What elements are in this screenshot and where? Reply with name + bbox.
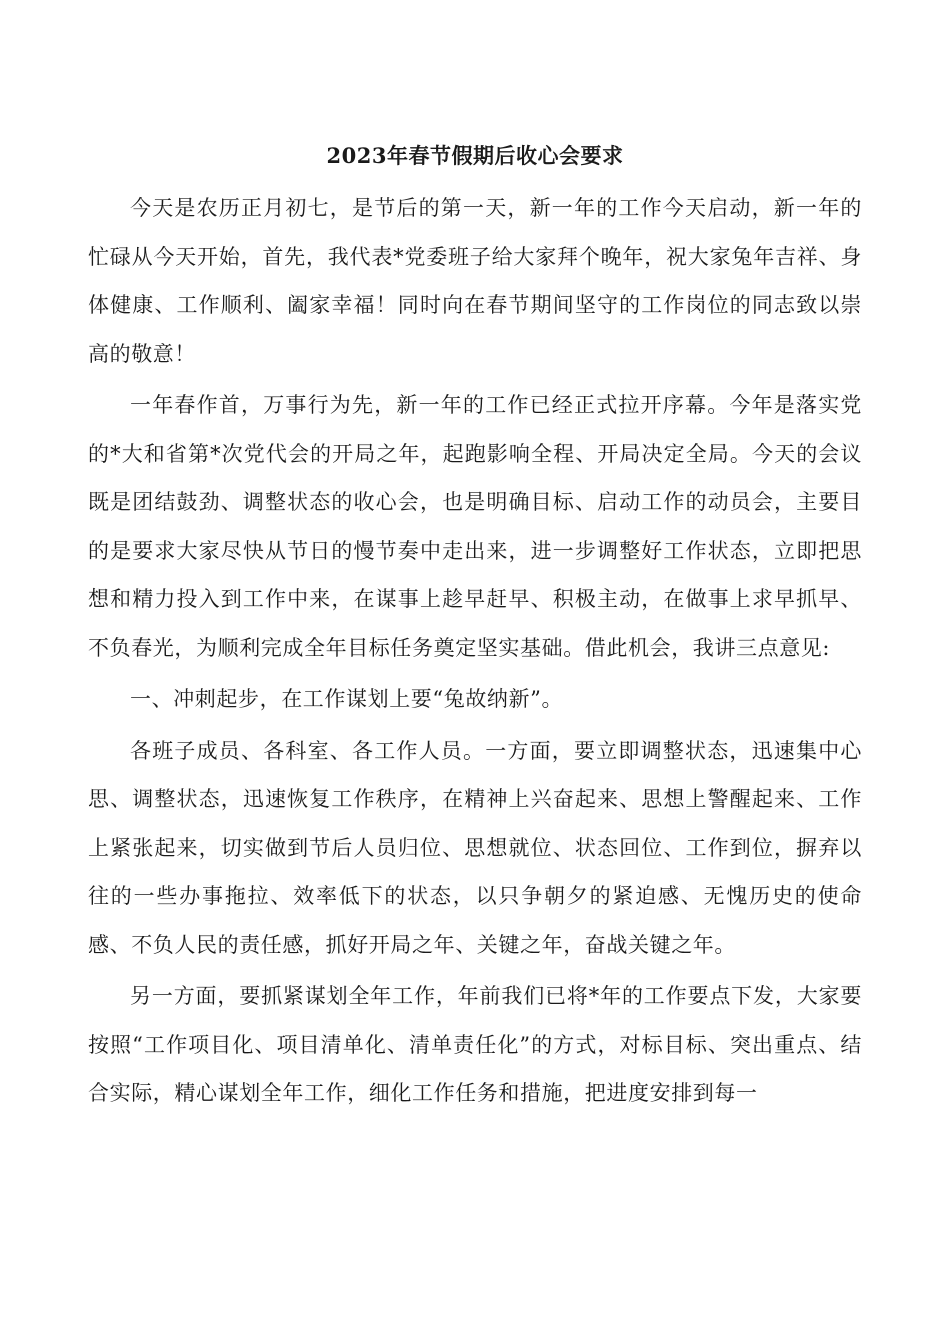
document-title: 2023年春节假期后收心会要求 bbox=[326, 143, 624, 168]
paragraph-second-aspect: 另一方面，要抓紧谋划全年工作，年前我们已将*年的工作要点下发，大家要按照“工作项目化、项目清单化、清单责任化”的方式，对标目标、突出重点、结合实际，精心谋划全年工作，细化工作任务和措施，把进度安排到每一 bbox=[88, 984, 862, 1105]
paragraph-greeting: 今天是农历正月初七，是节后的第一天，新一年的工作今天启动，新一年的忙碌从今天开始，首先，我代表*党委班子给大家拜个晚年，祝大家兔年吉祥、身体健康、工作顺利、阖家幸福！同时向在春节期间坚守的工作岗位的同志致以崇高的敬意！ bbox=[88, 196, 862, 366]
paragraph-first-aspect: 各班子成员、各科室、各工作人员。一方面，要立即调整状态，迅速集中心思、调整状态，迅速恢复工作秩序，在精神上兴奋起来、思想上警醒起来、工作上紧张起来，切实做到节后人员归位、思想就位、状态回位、工作到位，摒弃以往的一些办事拖拉、效率低下的状态，以只争朝夕的紧迫感、无愧历史的使命感、不负人民的责任感，抓好开局之年、关键之年，奋战关键之年。 bbox=[88, 738, 862, 957]
document-page bbox=[88, 138, 862, 1118]
paragraph-opening: 一年春作首，万事行为先，新一年的工作已经正式拉开序幕。今年是落实党的*大和省第*次党代会的开局之年，起跑影响全程、开局决定全局。今天的会议既是团结鼓劲、调整状态的收心会，也是明确目标、启动工作的动员会，主要目的是要求大家尽快从节日的慢节奏中走出来，进一步调整好工作状态，立即把思想和精力投入到工作中来，在谋事上趁早赶早、积极主动，在做事上求早抓早、不负春光，为顺利完成全年目标任务奠定坚实基础。借此机会，我讲三点意见: bbox=[88, 393, 862, 660]
section-heading-one: 一、冲刺起步，在工作谋划上要“兔故纳新”。 bbox=[130, 687, 564, 711]
